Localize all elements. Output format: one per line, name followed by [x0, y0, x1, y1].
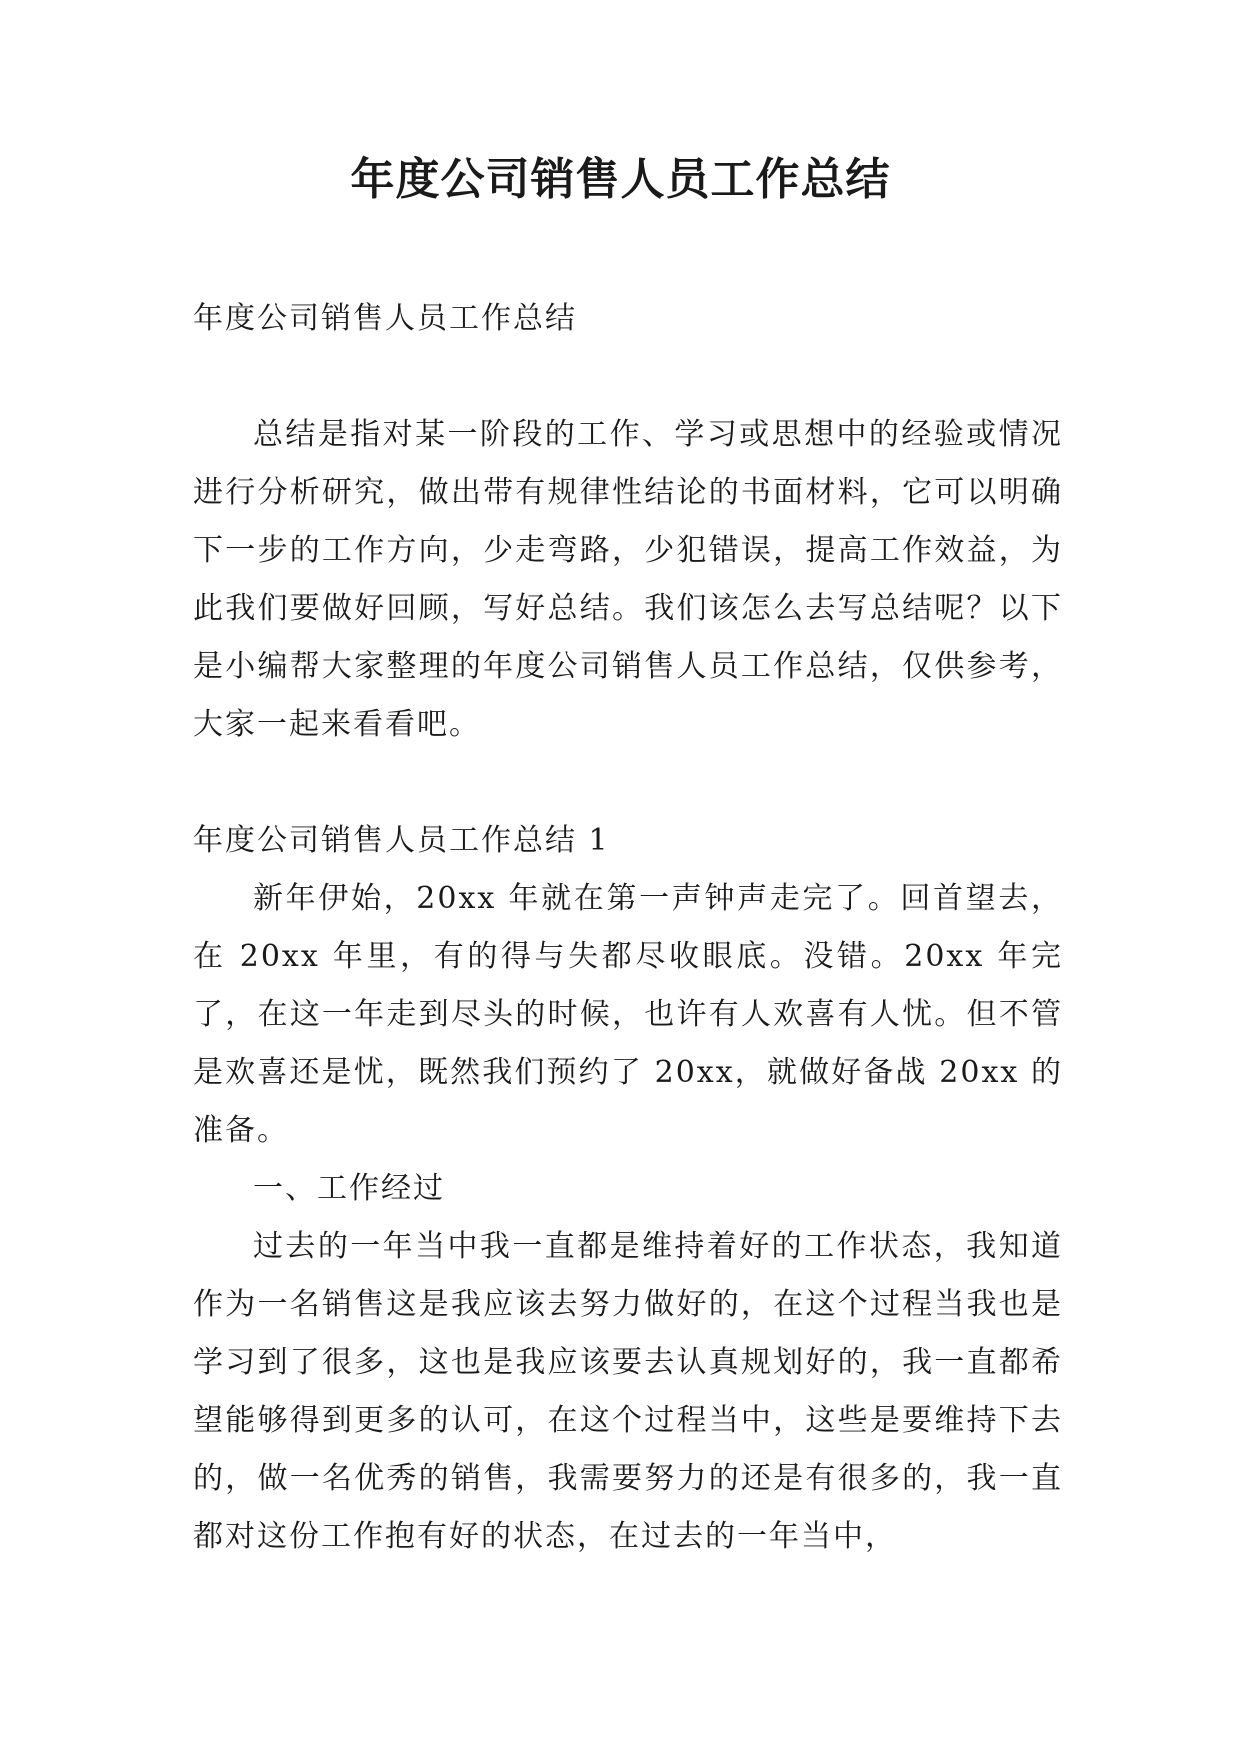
document-body — [193, 290, 1063, 1566]
subheading: 一、工作经过 — [253, 1171, 445, 1206]
section-heading: 年度公司销售人员工作总结 1 — [193, 823, 610, 858]
body-paragraph: 过去的一年当中我一直都是维持着好的工作状态，我知道作为一名销售这是我应该去努力做好的，在这个过程当我也是学习到了很多，这也是我应该要去认真规划好的，我一直都希望能够得到更多的认可，在这个过程当中，这些是要维持下去的，做一名优秀的销售，我需要努力的还是有很多的，我一直都对这份工作抱有好的状态，在过去的一年当中， — [193, 1229, 1063, 1554]
document-title: 年度公司销售人员工作总结 — [350, 154, 891, 205]
intro-paragraph: 总结是指对某一阶段的工作、学习或思想中的经验或情况进行分析研究，做出带有规律性结论的书面材料，它可以明确下一步的工作方向，少走弯路，少犯错误，提高工作效益，为此我们要做好回顾，写好总结。我们该怎么去写总结呢？以下是小编帮大家整理的年度公司销售人员工作总结，仅供参考，大家一起来看看吧。 — [193, 417, 1063, 742]
document-subtitle: 年度公司销售人员工作总结 — [193, 301, 577, 336]
body-paragraph: 新年伊始，20xx 年就在第一声钟声走完了。回首望去，在 20xx 年里，有的得与失都尽收眼底。没错。20xx 年完了，在这一年走到尽头的时候，也许有人欢喜有人忧。但不管是欢喜还是忧，既然我们预约了 20xx，就做好备战 20xx 的准备。 — [193, 881, 1063, 1148]
